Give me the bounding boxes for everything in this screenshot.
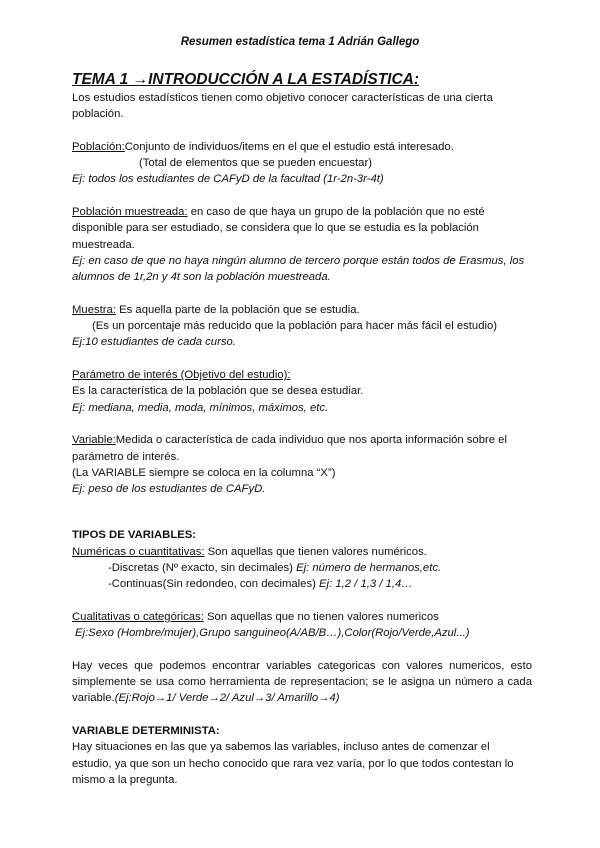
variable-text: Medida o característica de cada individuo que nos aporta información sobre el parámetro de interés. bbox=[72, 434, 507, 463]
muestra-text: Es aquella parte de la población que se estudia. bbox=[115, 303, 360, 316]
variable-example: Ej: peso de los estudiantes de CAFyD. bbox=[72, 483, 266, 496]
determinista-heading: VARIABLE DETERMINISTA: bbox=[72, 724, 220, 737]
page-title: TEMA 1 →INTRODUCCIÓN A LA ESTADÍSTICA: bbox=[72, 71, 420, 88]
numericas-label: Numéricas o cuantitativas: bbox=[72, 545, 205, 558]
hay-veces-text: Hay veces que podemos encontrar variables categoricas con valores numericos, esto simplemente se usa como herramienta de representacion; se le asigna un número a cada variable. bbox=[72, 659, 532, 705]
page-header: Resumen estadística tema 1 Adrián Gallego bbox=[180, 36, 420, 48]
hay-veces-example: (Ej:Rojo→1/ Verde→2/ Azul→3/ Amarillo→4) bbox=[114, 692, 340, 705]
variable-label: Variable: bbox=[72, 434, 116, 447]
muestra-definition bbox=[72, 302, 532, 318]
numericas-definition bbox=[72, 544, 532, 560]
poblacion-note: (Total de elementos que se pueden encuestar) bbox=[139, 157, 372, 170]
variable-definition bbox=[72, 432, 532, 465]
variable-note: (La VARIABLE siempre se coloca en la columna “X”) bbox=[72, 466, 336, 479]
cualitativas-label: Cualitativas o categóricas: bbox=[72, 610, 204, 623]
poblacion-muestreada-example: Ej: en caso de que no haya ningún alumno de tercero porque están todos de Erasmus, los alumnos de 1r,2n y 4t son la población muestreada. bbox=[72, 254, 525, 284]
parametro-text: Es la característica de la población que se desea estudiar. bbox=[72, 385, 364, 398]
poblacion-definition bbox=[72, 139, 532, 155]
determinista-text: Hay situaciones en las que ya sabemos las variables, incluso antes de comenzar el estudio, ya que son un hecho conocido que rara vez varía, por lo que todos contestan lo mismo a la pregunta. bbox=[72, 741, 514, 786]
muestra-example: Ej:10 estudiantes de cada curso. bbox=[72, 336, 236, 349]
document-body bbox=[72, 70, 532, 788]
muestra-label: Muestra: bbox=[72, 303, 116, 316]
poblacion-example: Ej: todos los estudiantes de CAFyD de la facultad (1r-2n-3r-4t) bbox=[72, 173, 384, 186]
poblacion-muestreada-label: Población muestreada: bbox=[72, 206, 188, 219]
cualitativas-definition bbox=[72, 609, 532, 625]
numericas-text: Son aquellas que tienen valores numéricos. bbox=[204, 545, 427, 558]
hay-veces-paragraph bbox=[72, 658, 532, 707]
continuas-text: -Continuas(Sin redondeo, con decimales) bbox=[108, 578, 319, 591]
intro-paragraph: Los estudios estadísticos tienen como objetivo conocer características de una cierta población. bbox=[72, 92, 493, 121]
continuas-example: Ej: 1,2 / 1,3 / 1,4… bbox=[319, 578, 413, 591]
continuas-item bbox=[72, 576, 532, 592]
discretas-example: Ej: número de hermanos,etc. bbox=[296, 562, 442, 575]
poblacion-muestreada-text: en caso de que haya un grupo de la población que no esté disponible para ser estudiado, se considera que lo que se estudia es la población muestreada. bbox=[72, 206, 485, 251]
muestra-note: (Es un porcentaje más reducido que la población para hacer más fácil el estudio) bbox=[92, 320, 498, 333]
cualitativas-example: Ej:Sexo (Hombre/mujer),Grupo sanguineo(A/AB/B…),Color(Rojo/Verde,Azul...) bbox=[75, 627, 470, 640]
tipos-heading: TIPOS DE VARIABLES: bbox=[72, 529, 197, 542]
poblacion-muestreada-definition bbox=[72, 204, 532, 253]
cualitativas-text: Son aquellas que no tienen valores numericos bbox=[203, 610, 439, 623]
poblacion-label: Población: bbox=[72, 140, 125, 153]
parametro-example: Ej: mediana, media, moda, mínimos, máximos, etc. bbox=[72, 401, 329, 414]
discretas-item bbox=[72, 560, 532, 576]
poblacion-text: Conjunto de individuos/items en el que el estudio está interesado. bbox=[124, 140, 454, 153]
discretas-text: -Discretas (Nº exacto, sin decimales) bbox=[108, 562, 297, 575]
parametro-label: Parámetro de interés (Objetivo del estudio): bbox=[72, 369, 291, 382]
